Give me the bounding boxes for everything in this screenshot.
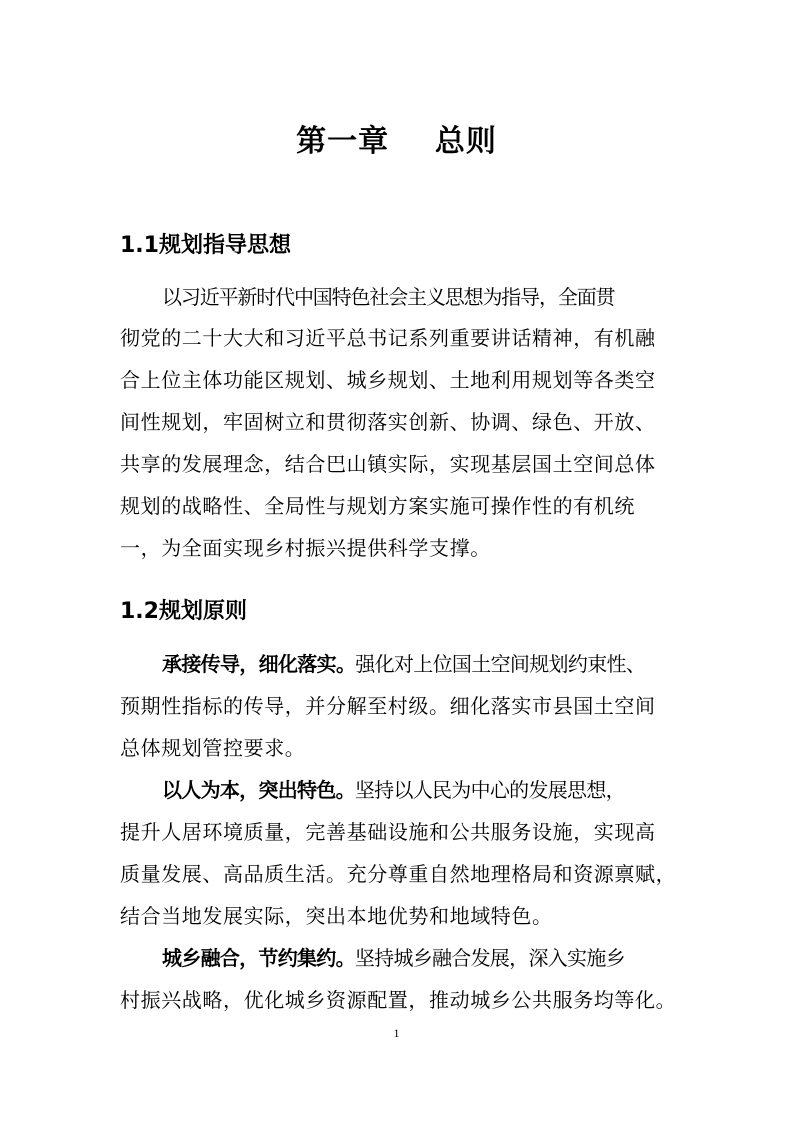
section-heading-1-2: 1.2规划原则 [120, 599, 247, 624]
principle-text: 坚持以人民为中心的发展思想， [354, 778, 625, 802]
page-number: 1 [393, 1026, 400, 1040]
principle-first-line [162, 777, 722, 803]
paragraph-line: 以习近平新时代中国特色社会主义思想为指导，全面贯 [162, 285, 615, 309]
principle-text: 强化对上位国土空间规划约束性、 [355, 652, 646, 676]
paragraph-line: 结合当地发展实际，突出本地优势和地域特色。 [120, 904, 553, 928]
principle-lead: 以人为本，突出特色。 [162, 778, 355, 802]
principle-lead: 城乡融合，节约集约。 [162, 946, 355, 970]
principle-first-line [162, 945, 722, 971]
paragraph-line: 质量发展、高品质生活。充分尊重自然地理格局和资源禀赋， [120, 862, 677, 886]
paragraph-line: 合上位主体功能区规划、城乡规划、土地利用规划等各类空 [120, 368, 656, 392]
paragraph-line: 共享的发展理念，结合巴山镇实际，实现基层国土空间总体 [120, 452, 656, 476]
principle-lead: 承接传导，细化落实。 [162, 652, 356, 676]
paragraph-line: 预期性指标的传导，并分解至村级。细化落实市县国土空间 [120, 694, 656, 718]
chapter-title: 第一章 总则 [296, 124, 497, 159]
section-heading-1-1: 1.1规划指导思想 [120, 233, 291, 258]
paragraph-line: 村振兴战略，优化城乡资源配置，推动城乡公共服务均等化。 [120, 988, 677, 1012]
paragraph-line: 间性规划，牢固树立和贯彻落实创新、协调、绿色、开放、 [120, 410, 656, 434]
principle-first-line [162, 651, 722, 677]
paragraph-line: 总体规划管控要求。 [120, 736, 306, 760]
paragraph-line: 彻党的二十大大和习近平总书记系列重要讲话精神，有机融 [120, 326, 656, 350]
paragraph-line: 规划的战略性、全局性与规划方案实施可操作性的有机统 [120, 494, 635, 518]
principle-text: 坚持城乡融合发展，深入实施乡 [354, 946, 625, 970]
paragraph-line: 一，为全面实现乡村振兴提供科学支撑。 [120, 536, 491, 560]
paragraph-line: 提升人居环境质量，完善基础设施和公共服务设施，实现高 [120, 820, 656, 844]
